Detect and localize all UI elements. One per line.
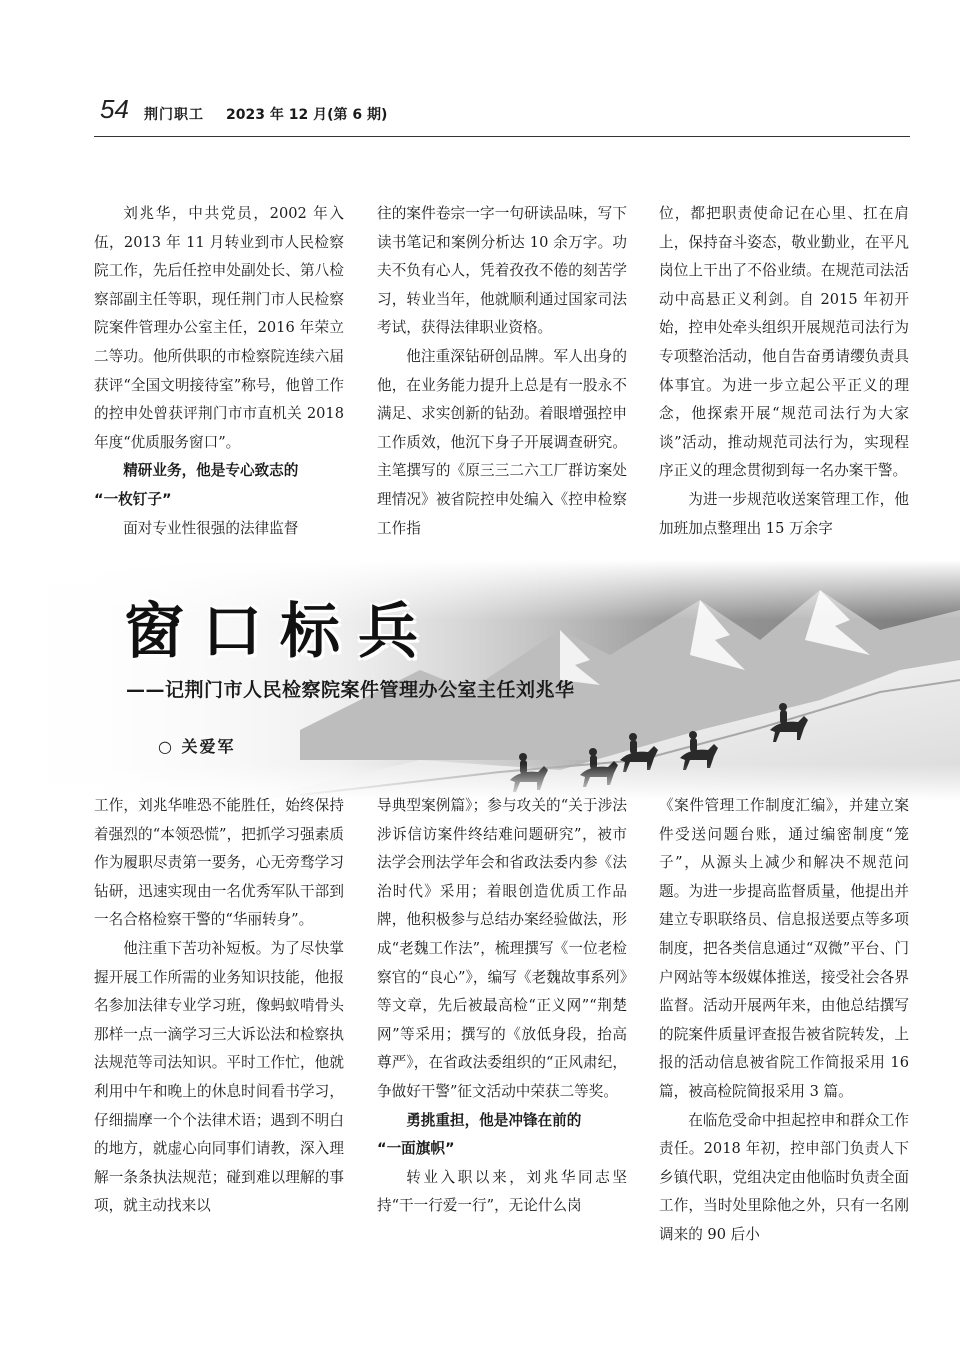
issue-date: 2023 年 12 月(第 6 期) bbox=[226, 107, 388, 123]
page-number: 54 bbox=[100, 94, 129, 124]
paragraph: 《案件管理工作制度汇编》，并建立案件受送问题台账，通过编密制度“笼子”，从源头上减少和解决不规范问题。为进一步提高监督质量，他提出并建立专职联络员、信息报送要点等多项制度，把各类信息通过“双微”平台、门户网站等本级媒体推送，接受社会各界监督。活动开展两年来，由他总结撰写的院案件质量评查报告被省院转发，上报的活动信息被省院工作简报采用 16 篇，被高检院简报采用 3 篇。 bbox=[659, 797, 909, 1100]
paragraph: 往的案件卷宗一字一句研读品味，写下读书笔记和案例分析达 10 余万字。功夫不负有心人，凭着孜孜不倦的刻苦学习，转业当年，他就顺利通过国家司法考试，获得法律职业资格。 bbox=[377, 205, 627, 337]
section-heading bbox=[94, 457, 344, 514]
paragraph: 工作，刘兆华唯恐不能胜任，始终保持着强烈的“本领恐慌”，把抓学习强素质作为履职尽责第一要务，心无旁骛学习钻研，迅速实现由一名优秀军队干部到一名合格检察干警的“华丽转身”。 bbox=[94, 797, 344, 929]
top-column-1 bbox=[94, 200, 344, 543]
section-heading-line: 精研业务，他是专心致志的 bbox=[123, 462, 299, 480]
paragraph: 他注重深钻研创品牌。军人出身的他，在业务能力提升上总是有一股永不满足、求实创新的钻劲。着眼增强控申工作质效，他沉下身子开展调查研究。主笔撰写的《原三三二六工厂群访案处理情况》被省院控申处编入《控申检察工作指 bbox=[377, 347, 627, 537]
section-heading-line: 勇挑重担，他是冲锋在前的 bbox=[406, 1111, 582, 1129]
bottom-column-1 bbox=[94, 792, 344, 1221]
top-column-2 bbox=[377, 200, 627, 543]
paragraph: 为进一步规范收送案管理工作，他加班加点整理出 15 万余字 bbox=[659, 490, 909, 537]
paragraph: 在临危受命中担起控申和群众工作责任。2018 年初，控申部门负责人下乡镇代职，党组决定由他临时负责全面工作，当时处里除他之外，只有一名刚调来的 90 后小 bbox=[659, 1111, 909, 1243]
paragraph: 刘兆华，中共党员，2002 年入伍，2013 年 11 月转业到市人民检察院工作，先后任控申处副处长、第八检察部副主任等职，现任荆门市人民检察院案件管理办公室主任，2016 年荣立二等功。他所供职的市检察院连续六届获评“全国文明接待室”称号，他曾工作的控申处曾获评荆门市市直机关 2018 年度“优质服务窗口”。 bbox=[94, 205, 344, 451]
paragraph: 他注重下苦功补短板。为了尽快掌握开展工作所需的业务知识技能，他报名参加法律专业学习班，像蚂蚁啃骨头那样一点一滴学习三大诉讼法和检察执法规范等司法知识。平时工作忙，他就利用中午和晚上的休息时间看书学习，仔细揣摩一个个法律术语；遇到不明白的地方，就虚心向同事们请教，深入理解一条条执法规范；碰到难以理解的事项，就主动找来以 bbox=[94, 939, 344, 1215]
article-author: ○ 关爱军 bbox=[158, 737, 236, 756]
paragraph: 导典型案例篇》；参与攻关的“关于涉法涉诉信访案件终结难问题研究”，被市法学会刑法学年会和省政法委内参《法治时代》采用；着眼创造优质工作品牌，他积极参与总结办案经验做法，形成“老魏工作法”，梳理撰写《一位老检察官的“良心”》，编写《老魏故事系列》等文章，先后被最高检“正义网”“荆楚网”等采用；撰写的《放低身段，抬高尊严》，在省政法委组织的“正风肃纪，争做好干警”征文活动中荣获二等奖。 bbox=[377, 797, 627, 1100]
section-heading-line: “一枚钉子” bbox=[94, 490, 172, 508]
article-subtitle: ——记荆门市人民检察院案件管理办公室主任刘兆华 bbox=[126, 679, 575, 701]
bottom-column-2 bbox=[377, 792, 627, 1221]
section-heading-line: “一面旗帜” bbox=[377, 1140, 455, 1158]
paragraph: 位，都把职责使命记在心里、扛在肩上，保持奋斗姿态，敬业勤业，在平凡岗位上干出了不俗业绩。在规范司法活动中高悬正义利剑。自 2015 年初开始，控申处牵头组织开展规范司法行为专项整治活动，他自告奋勇请缨负责具体事宜。为进一步立起公平正义的理念，他探索开展“规范司法行为大家谈”活动，推动规范司法行为，实现程序正义的理念贯彻到每一名办案干警。 bbox=[659, 205, 909, 480]
bottom-column-3 bbox=[659, 792, 909, 1250]
paragraph: 转业入职以来，刘兆华同志坚持“干一行爱一行”，无论什么岗 bbox=[377, 1168, 627, 1215]
journal-name: 荆门职工 bbox=[144, 107, 204, 123]
paragraph: 面对专业性很强的法律监督 bbox=[123, 519, 299, 537]
section-heading bbox=[377, 1107, 627, 1164]
article-title: 窗口标兵 bbox=[124, 597, 436, 667]
page-header bbox=[94, 92, 910, 137]
top-column-3 bbox=[659, 200, 909, 543]
